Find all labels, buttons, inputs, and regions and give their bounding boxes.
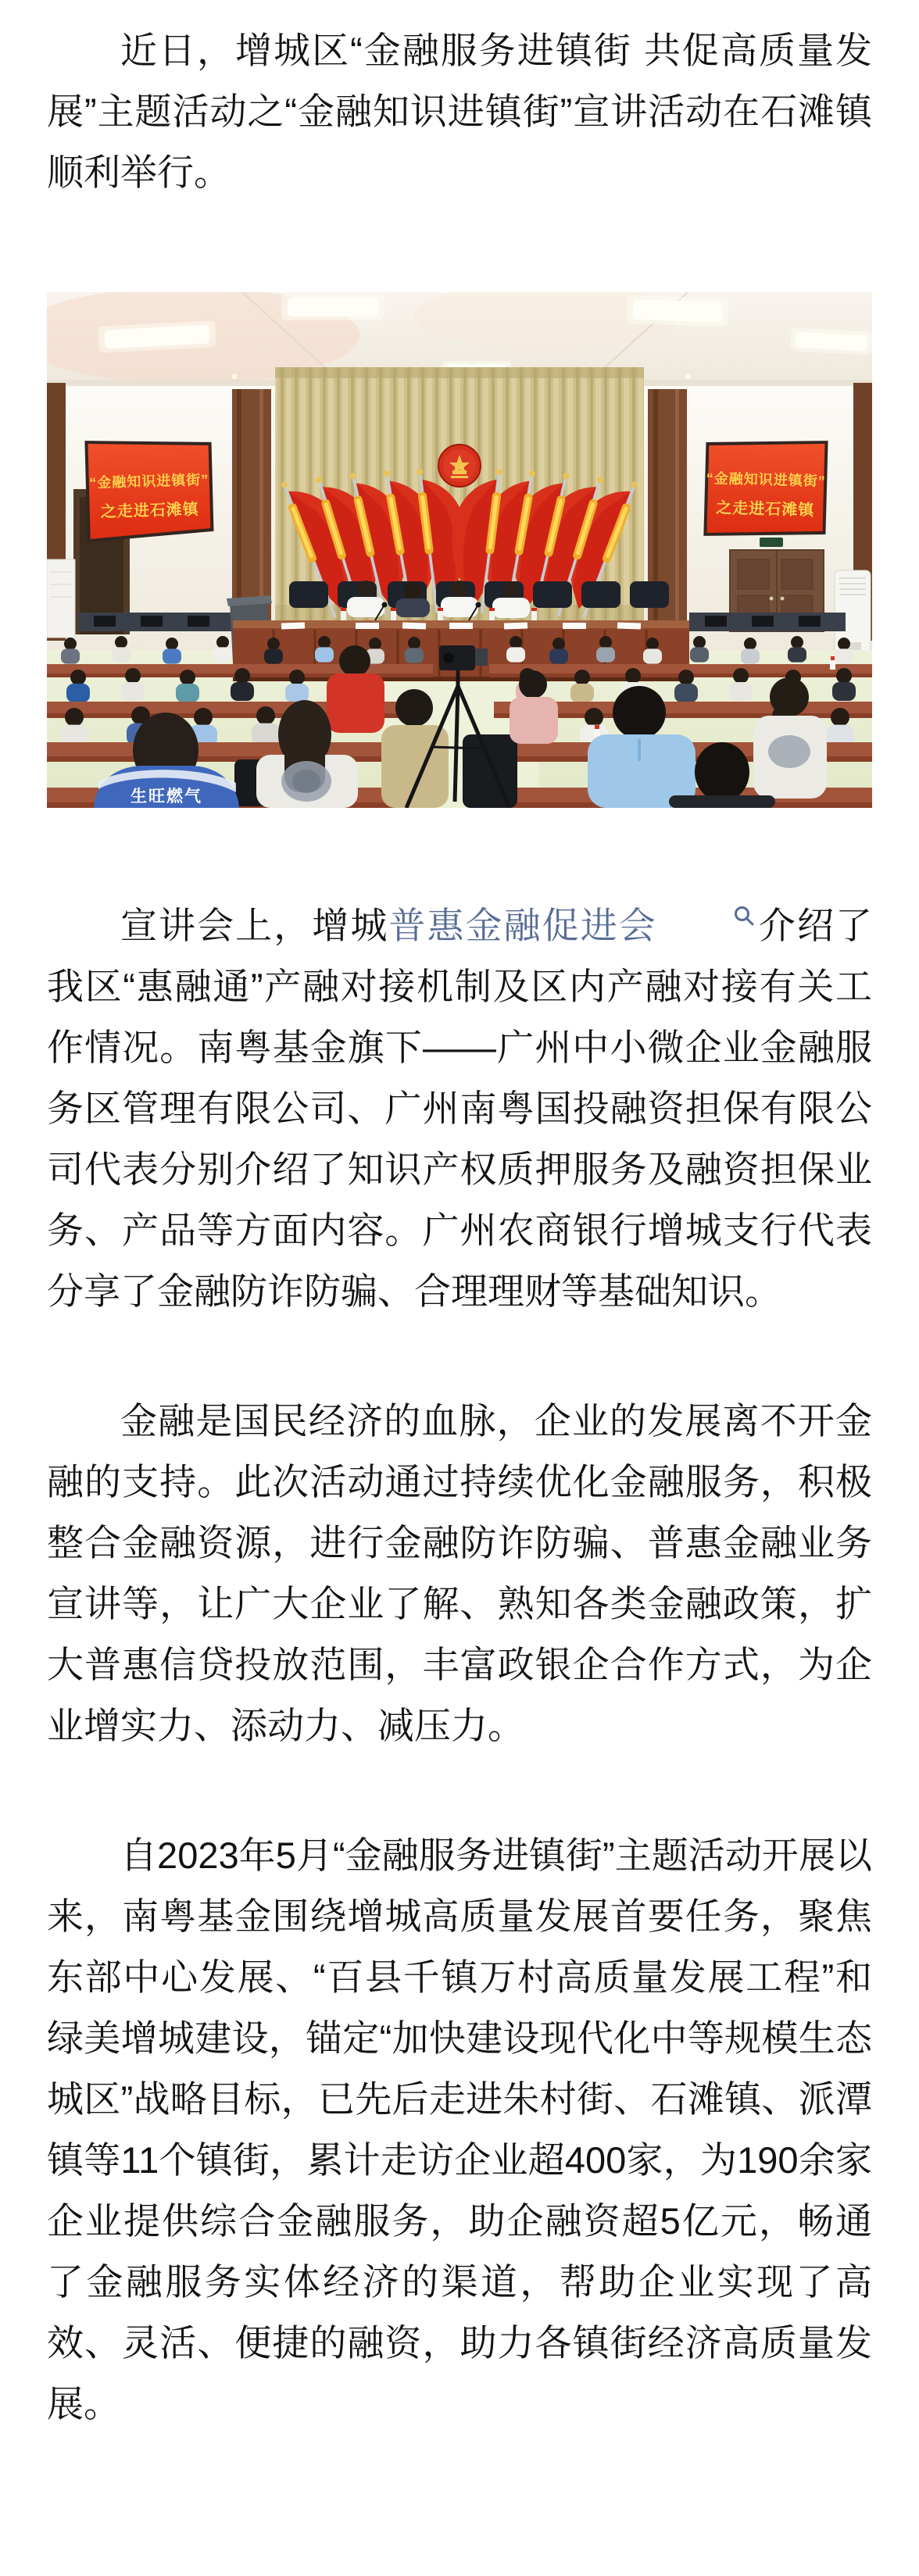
paragraph-2-rest: 介绍了我区“惠融通”产融对接机制及区内产融对接有关工作情况。南粤基金旗下——广州中小微企业金融服务区管理有限公司、广州南粤国投融资担保有限公司代表分别介绍了知识产权质押服务及融资担保业务、产品等方面内容。广州农商银行增城支行代表分享了金融防诈防骗、合理理财等基础知识。	[47, 905, 873, 1312]
wall-vent	[47, 559, 75, 638]
paragraph-4	[47, 1825, 872, 2435]
jacket-back-text: 生旺燃气	[131, 788, 202, 806]
event-photo[interactable]	[47, 292, 872, 808]
promotion-association-link[interactable]: 普惠金融促进会	[388, 905, 657, 946]
led-screen-right-line1: “金融知识进镇街”	[706, 470, 826, 490]
paragraph-2	[47, 895, 872, 1322]
paragraph-4-text: 自2023年5月“金融服务进镇街”主题活动开展以来，南粤基金围绕增城高质量发展首要任务，聚焦东部中心发展、“百县千镇万村高质量发展工程”和绿美增城建设，锚定“加快建设现代化中等规模生态城区”战略目标，已先后走进朱村街、石滩镇、派潭镇等11个镇街，累计走访企业超400家，为190余家企业提供综合金融服务，助企融资超5亿元，畅通了金融服务实体经济的渠道，帮助企业实现了高效、灵活、便捷的融资，助力各镇街经济高质量发展。	[47, 1835, 872, 2424]
paragraph-3	[47, 1391, 872, 1756]
led-screen-right	[703, 438, 828, 539]
led-screen-right-line2: 之走进石滩镇	[716, 499, 815, 520]
led-screen-left-line2: 之走进石滩镇	[100, 501, 200, 521]
paragraph-3-text: 金融是国民经济的血脉，企业的发展离不开金融的支持。此次活动通过持续优化金融服务，积极整合金融资源，进行金融防诈防骗、普惠金融业务宣讲等，让广大企业了解、熟知各类金融政策，扩大普惠信贷投放范围，丰富政银企合作方式，为企业增实力、添动力、减压力。	[47, 1400, 872, 1746]
led-screen-left-line1: “金融知识进镇街”	[89, 471, 209, 491]
paragraph-1-text: 近日，增城区“金融服务进镇街 共促高质量发展”主题活动之“金融知识进镇街”宣讲活动在石滩镇顺利举行。	[47, 30, 872, 193]
search-icon[interactable]	[659, 904, 756, 927]
paragraph-2-lead: 宣讲会上，增城	[120, 905, 389, 946]
national-emblem	[438, 445, 481, 487]
led-screen-left	[84, 438, 213, 542]
paragraph-1	[47, 20, 872, 203]
